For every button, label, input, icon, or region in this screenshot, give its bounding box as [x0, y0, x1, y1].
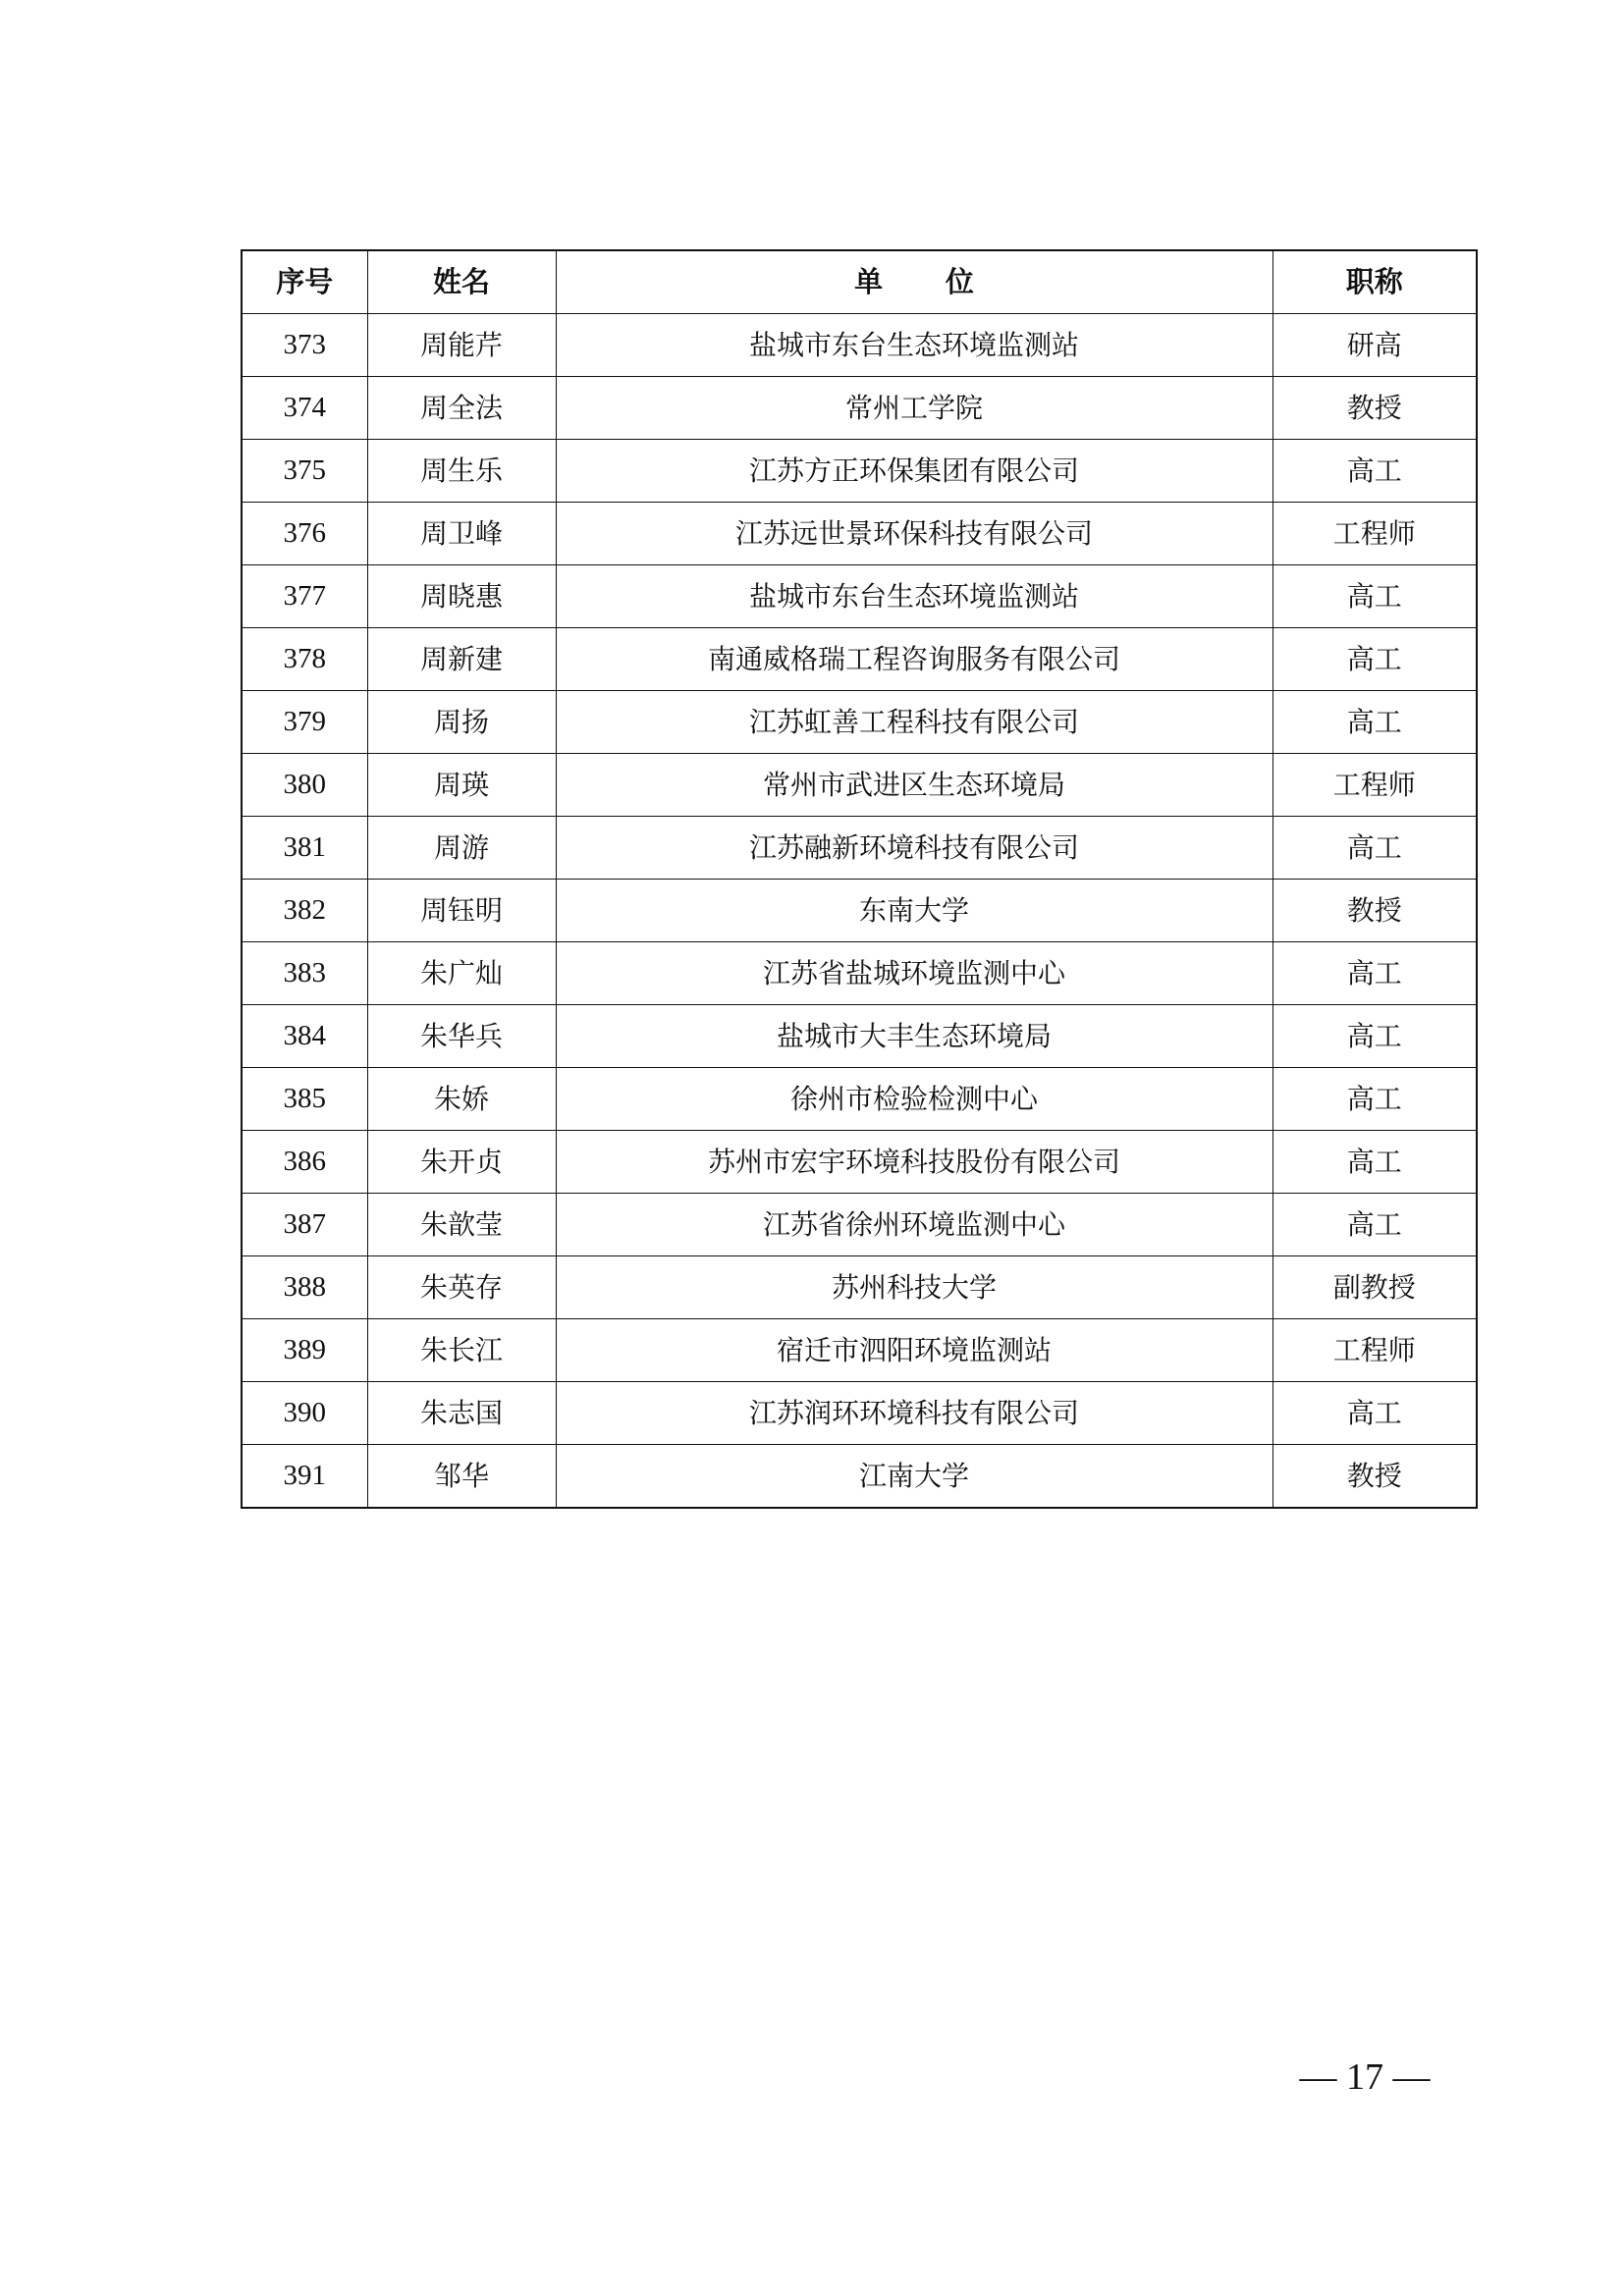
- table-row: [242, 503, 1477, 565]
- cell-name: 周新建: [367, 628, 556, 691]
- cell-title: 高工: [1272, 942, 1477, 1005]
- cell-name: 朱长江: [367, 1319, 556, 1382]
- table-row: [242, 565, 1477, 628]
- cell-index: 382: [242, 880, 367, 942]
- cell-name: 周能芹: [367, 314, 556, 377]
- cell-title: 高工: [1272, 565, 1477, 628]
- table-row: [242, 1319, 1477, 1382]
- cell-index: 373: [242, 314, 367, 377]
- cell-index: 389: [242, 1319, 367, 1382]
- cell-index: 387: [242, 1194, 367, 1256]
- cell-title: 高工: [1272, 1382, 1477, 1445]
- header-name: 姓名: [367, 250, 556, 314]
- cell-name: 朱娇: [367, 1068, 556, 1131]
- cell-title: 教授: [1272, 1445, 1477, 1509]
- roster-table: [241, 249, 1478, 1509]
- table-row: [242, 628, 1477, 691]
- table-row: [242, 1005, 1477, 1068]
- cell-name: 朱广灿: [367, 942, 556, 1005]
- cell-unit: 江苏省盐城环境监测中心: [556, 942, 1272, 1005]
- table-row: [242, 817, 1477, 880]
- cell-unit: 江苏虹善工程科技有限公司: [556, 691, 1272, 754]
- cell-name: 朱开贞: [367, 1131, 556, 1194]
- table-row: [242, 377, 1477, 440]
- cell-name: 周生乐: [367, 440, 556, 503]
- cell-name: 周钰明: [367, 880, 556, 942]
- cell-index: 381: [242, 817, 367, 880]
- cell-name: 周瑛: [367, 754, 556, 817]
- cell-name: 周游: [367, 817, 556, 880]
- cell-index: 390: [242, 1382, 367, 1445]
- cell-unit: 盐城市东台生态环境监测站: [556, 314, 1272, 377]
- cell-index: 374: [242, 377, 367, 440]
- cell-unit: 江苏省徐州环境监测中心: [556, 1194, 1272, 1256]
- cell-unit: 东南大学: [556, 880, 1272, 942]
- table-row: [242, 754, 1477, 817]
- cell-title: 工程师: [1272, 754, 1477, 817]
- cell-name: 朱志国: [367, 1382, 556, 1445]
- cell-unit: 徐州市检验检测中心: [556, 1068, 1272, 1131]
- table-row: [242, 1131, 1477, 1194]
- cell-index: 379: [242, 691, 367, 754]
- cell-index: 385: [242, 1068, 367, 1131]
- table-body: [242, 314, 1477, 1509]
- cell-unit: 盐城市大丰生态环境局: [556, 1005, 1272, 1068]
- cell-index: 391: [242, 1445, 367, 1509]
- table-row: [242, 440, 1477, 503]
- table-header-row: [242, 250, 1477, 314]
- cell-index: 383: [242, 942, 367, 1005]
- cell-title: 高工: [1272, 691, 1477, 754]
- cell-unit: 江苏润环环境科技有限公司: [556, 1382, 1272, 1445]
- header-index: 序号: [242, 250, 367, 314]
- cell-unit: 苏州市宏宇环境科技股份有限公司: [556, 1131, 1272, 1194]
- table-row: [242, 1256, 1477, 1319]
- table-row: [242, 942, 1477, 1005]
- cell-title: 工程师: [1272, 503, 1477, 565]
- table-row: [242, 1194, 1477, 1256]
- header-unit: [556, 250, 1272, 314]
- cell-index: 380: [242, 754, 367, 817]
- cell-name: 周扬: [367, 691, 556, 754]
- cell-index: 378: [242, 628, 367, 691]
- cell-title: 副教授: [1272, 1256, 1477, 1319]
- cell-unit: 盐城市东台生态环境监测站: [556, 565, 1272, 628]
- cell-title: 高工: [1272, 1131, 1477, 1194]
- cell-unit: 常州工学院: [556, 377, 1272, 440]
- cell-unit: 江苏方正环保集团有限公司: [556, 440, 1272, 503]
- table-row: [242, 1445, 1477, 1509]
- cell-index: 388: [242, 1256, 367, 1319]
- cell-name: 朱英存: [367, 1256, 556, 1319]
- cell-title: 高工: [1272, 1194, 1477, 1256]
- cell-unit: 南通威格瑞工程咨询服务有限公司: [556, 628, 1272, 691]
- cell-title: 教授: [1272, 880, 1477, 942]
- cell-index: 377: [242, 565, 367, 628]
- cell-title: 高工: [1272, 628, 1477, 691]
- table-row: [242, 1068, 1477, 1131]
- table-row: [242, 880, 1477, 942]
- cell-unit: 江苏融新环境科技有限公司: [556, 817, 1272, 880]
- cell-index: 376: [242, 503, 367, 565]
- cell-title: 研高: [1272, 314, 1477, 377]
- table-row: [242, 691, 1477, 754]
- cell-unit: 苏州科技大学: [556, 1256, 1272, 1319]
- cell-title: 教授: [1272, 377, 1477, 440]
- cell-title: 高工: [1272, 1068, 1477, 1131]
- cell-name: 朱华兵: [367, 1005, 556, 1068]
- cell-name: 周全法: [367, 377, 556, 440]
- cell-name: 邹华: [367, 1445, 556, 1509]
- cell-name: 朱歆莹: [367, 1194, 556, 1256]
- table-row: [242, 1382, 1477, 1445]
- roster-table-container: [241, 249, 1476, 1509]
- cell-unit: 江南大学: [556, 1445, 1272, 1509]
- cell-title: 高工: [1272, 817, 1477, 880]
- cell-index: 375: [242, 440, 367, 503]
- cell-title: 工程师: [1272, 1319, 1477, 1382]
- cell-unit: 江苏远世景环保科技有限公司: [556, 503, 1272, 565]
- cell-index: 384: [242, 1005, 367, 1068]
- cell-name: 周晓惠: [367, 565, 556, 628]
- cell-title: 高工: [1272, 1005, 1477, 1068]
- page-number: — 17 —: [1299, 2056, 1431, 2098]
- header-title: 职称: [1272, 250, 1477, 314]
- cell-name: 周卫峰: [367, 503, 556, 565]
- cell-title: 高工: [1272, 440, 1477, 503]
- cell-unit: 常州市武进区生态环境局: [556, 754, 1272, 817]
- table-row: [242, 314, 1477, 377]
- cell-unit: 宿迁市泗阳环境监测站: [556, 1319, 1272, 1382]
- header-unit-label: 单位: [854, 265, 1037, 298]
- cell-index: 386: [242, 1131, 367, 1194]
